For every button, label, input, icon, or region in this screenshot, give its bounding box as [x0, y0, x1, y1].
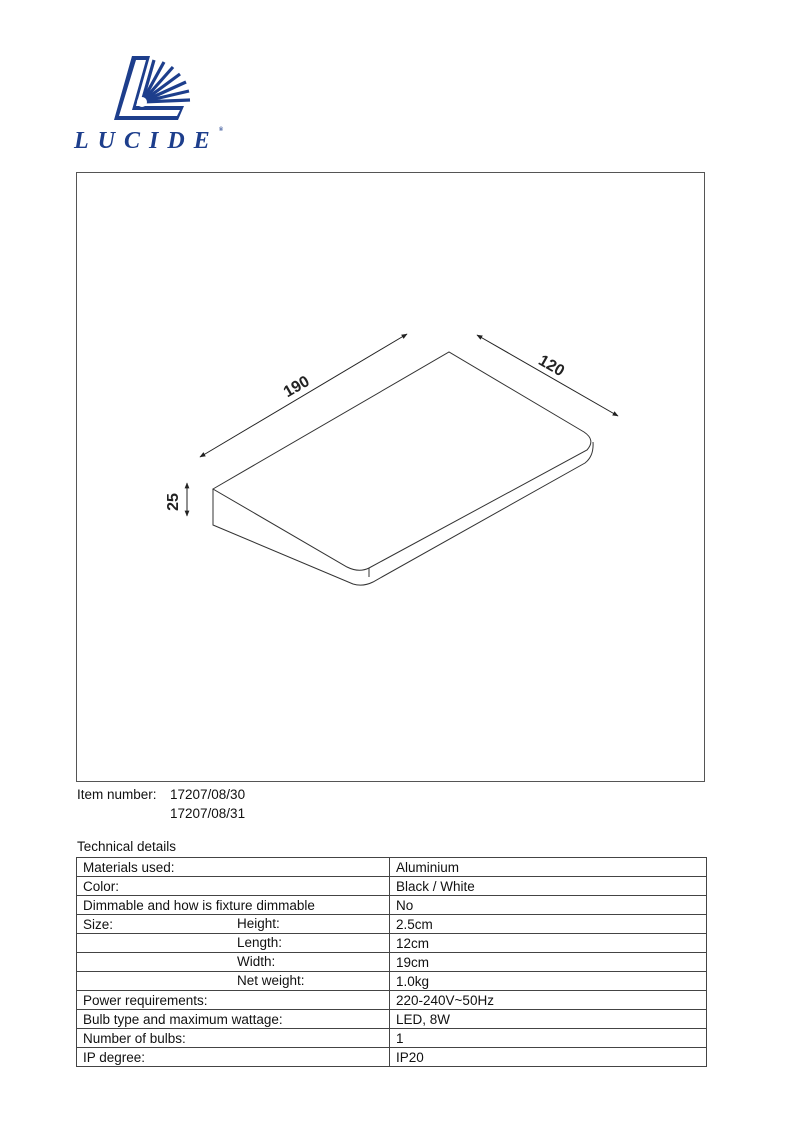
- dimension-length-label: 190: [280, 373, 313, 402]
- spec-value: Aluminium: [390, 858, 707, 877]
- technical-details-table: [76, 857, 707, 1067]
- spec-label-cell: [77, 934, 390, 953]
- lucide-logo-icon: [112, 54, 202, 120]
- spec-sublabel: Height:: [237, 916, 280, 931]
- spec-value: IP20: [390, 1048, 707, 1067]
- spec-label: Bulb type and maximum wattage:: [83, 1011, 283, 1027]
- spec-label-cell: [77, 972, 390, 991]
- spec-label-cell: [77, 858, 390, 877]
- table-row: [77, 1048, 707, 1067]
- spec-value: 1: [390, 1029, 707, 1048]
- item-number-label: Item number:: [77, 787, 157, 802]
- brand-name: LUCIDE®: [74, 127, 224, 154]
- spec-label: Materials used:: [83, 859, 175, 875]
- table-row: [77, 1029, 707, 1048]
- spec-label: Dimmable and how is fixture dimmable: [83, 897, 315, 913]
- spec-sublabel: Width:: [237, 954, 276, 969]
- spec-label-cell: [77, 877, 390, 896]
- technical-drawing: [76, 172, 705, 782]
- spec-label: Number of bulbs:: [83, 1030, 186, 1046]
- spec-label-cell: [77, 953, 390, 972]
- spec-value: 220-240V~50Hz: [390, 991, 707, 1010]
- table-row: [77, 915, 707, 934]
- spec-label: Size:: [83, 916, 114, 932]
- table-row: [77, 896, 707, 915]
- spec-label-cell: [77, 896, 390, 915]
- spec-value: 12cm: [390, 934, 707, 953]
- spec-label-cell: [77, 991, 390, 1010]
- spec-value: No: [390, 896, 707, 915]
- item-number-block: [77, 785, 245, 823]
- item-number-primary: 17207/08/30: [170, 787, 246, 802]
- spec-label: Power requirements:: [83, 992, 208, 1008]
- spec-label-cell: [77, 1029, 390, 1048]
- spec-value: 19cm: [390, 953, 707, 972]
- table-row: [77, 934, 707, 953]
- spec-label: IP degree:: [83, 1049, 146, 1065]
- spec-value: 1.0kg: [390, 972, 707, 991]
- product-dimension-drawing: [77, 173, 706, 783]
- spec-sublabel: Length:: [237, 935, 283, 950]
- table-row: [77, 858, 707, 877]
- table-row: [77, 972, 707, 991]
- dimension-height-label: 25: [165, 493, 182, 511]
- brand-logo: [74, 54, 224, 158]
- spec-label: Color:: [83, 878, 120, 894]
- spec-value: 2.5cm: [390, 915, 707, 934]
- table-row: [77, 953, 707, 972]
- table-row: [77, 1010, 707, 1029]
- item-number-secondary: 17207/08/31: [170, 806, 246, 821]
- spec-label-cell: [77, 1048, 390, 1067]
- spec-value: Black / White: [390, 877, 707, 896]
- spec-label-cell: [77, 1010, 390, 1029]
- spec-sublabel: Net weight:: [237, 973, 305, 988]
- spec-value: LED, 8W: [390, 1010, 707, 1029]
- table-row: [77, 991, 707, 1010]
- dimension-width-label: 120: [535, 352, 568, 381]
- spec-label-cell: [77, 915, 390, 934]
- table-row: [77, 877, 707, 896]
- technical-details-title: Technical details: [77, 839, 177, 854]
